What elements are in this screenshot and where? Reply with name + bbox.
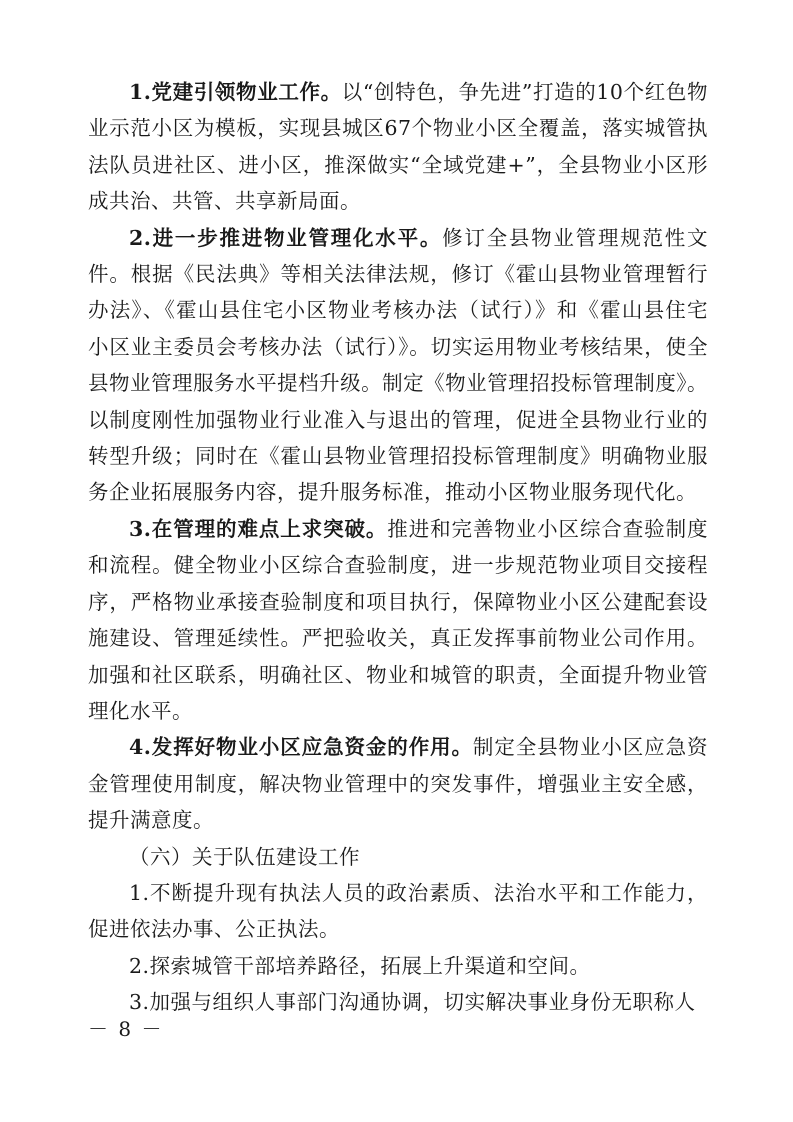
paragraph-text: 1.不断提升现有执法人员的政治素质、法治水平和工作能力，促进依法办事、公正执法。	[88, 880, 708, 942]
paragraph-team-item-3	[88, 984, 708, 1020]
paragraph-property-management-level	[88, 220, 708, 511]
paragraph-text: 制定全县物业小区应急资金管理使用制度，解决物业管理中的突发事件，增强业主安全感，提升满意度。	[88, 735, 708, 833]
paragraph-team-item-1	[88, 875, 708, 948]
paragraph-breakthrough	[88, 511, 708, 729]
paragraph-text: 3.加强与组织人事部门沟通协调，切实解决事业身份无职称人	[129, 990, 696, 1015]
paragraph-text: 推进和完善物业小区综合查验制度和流程。健全物业小区综合查验制度，进一步规范物业项目交接程序，严格物业承接查验制度和项目执行，保障物业小区公建配套设施建设、管理延续性。严把验收关，真正发挥事前物业公司作用。加强和社区联系，明确社区、物业和城管的职责，全面提升物业管理化水平。	[88, 516, 709, 723]
paragraph-emergency-fund	[88, 729, 708, 838]
paragraph-party-building	[88, 74, 708, 220]
section-heading-team-building	[88, 839, 708, 875]
document-body	[88, 74, 708, 1021]
paragraph-heading: 4.发挥好物业小区应急资金的作用。	[129, 735, 473, 760]
paragraph-text: （六）关于队伍建设工作	[129, 844, 360, 869]
page-number: － 8 －	[88, 1017, 164, 1041]
paragraph-heading: 1.党建引领物业工作。	[129, 80, 342, 104]
paragraph-heading: 2.进一步推进物业管理化水平。	[129, 225, 443, 250]
paragraph-heading: 3.在管理的难点上求突破。	[129, 516, 388, 541]
paragraph-text: 2.探索城管干部培养路径，拓展上升渠道和空间。	[129, 953, 591, 978]
paragraph-team-item-2	[88, 948, 708, 984]
paragraph-text: 修订全县物业管理规范性文件。根据《民法典》等相关法律法规，修订《霍山县物业管理暂行办法》、《霍山县住宅小区物业考核办法（试行）》和《霍山县住宅小区业主委员会考核办法（试行）》。切实运用物业考核结果，使全县物业管理服务水平提档升级。制定《物业管理招投标管理制度》。以制度刚性加强物业行业准入与退出的管理，促进全县物业行业的转型升级；同时在《霍山县物业管理招投标管理制度》明确物业服务企业拓展服务内容，提升服务标准，推动小区物业服务现代化。	[88, 225, 708, 505]
paragraph-text: 以“创特色，争先进”打造的10个红色物业示范小区为模板，实现县城区67个物业小区全覆盖，落实城管执法队员进社区、进小区，推深做实“全域党建+”，全县物业小区形成共治、共管、共享新局面。	[88, 80, 708, 214]
